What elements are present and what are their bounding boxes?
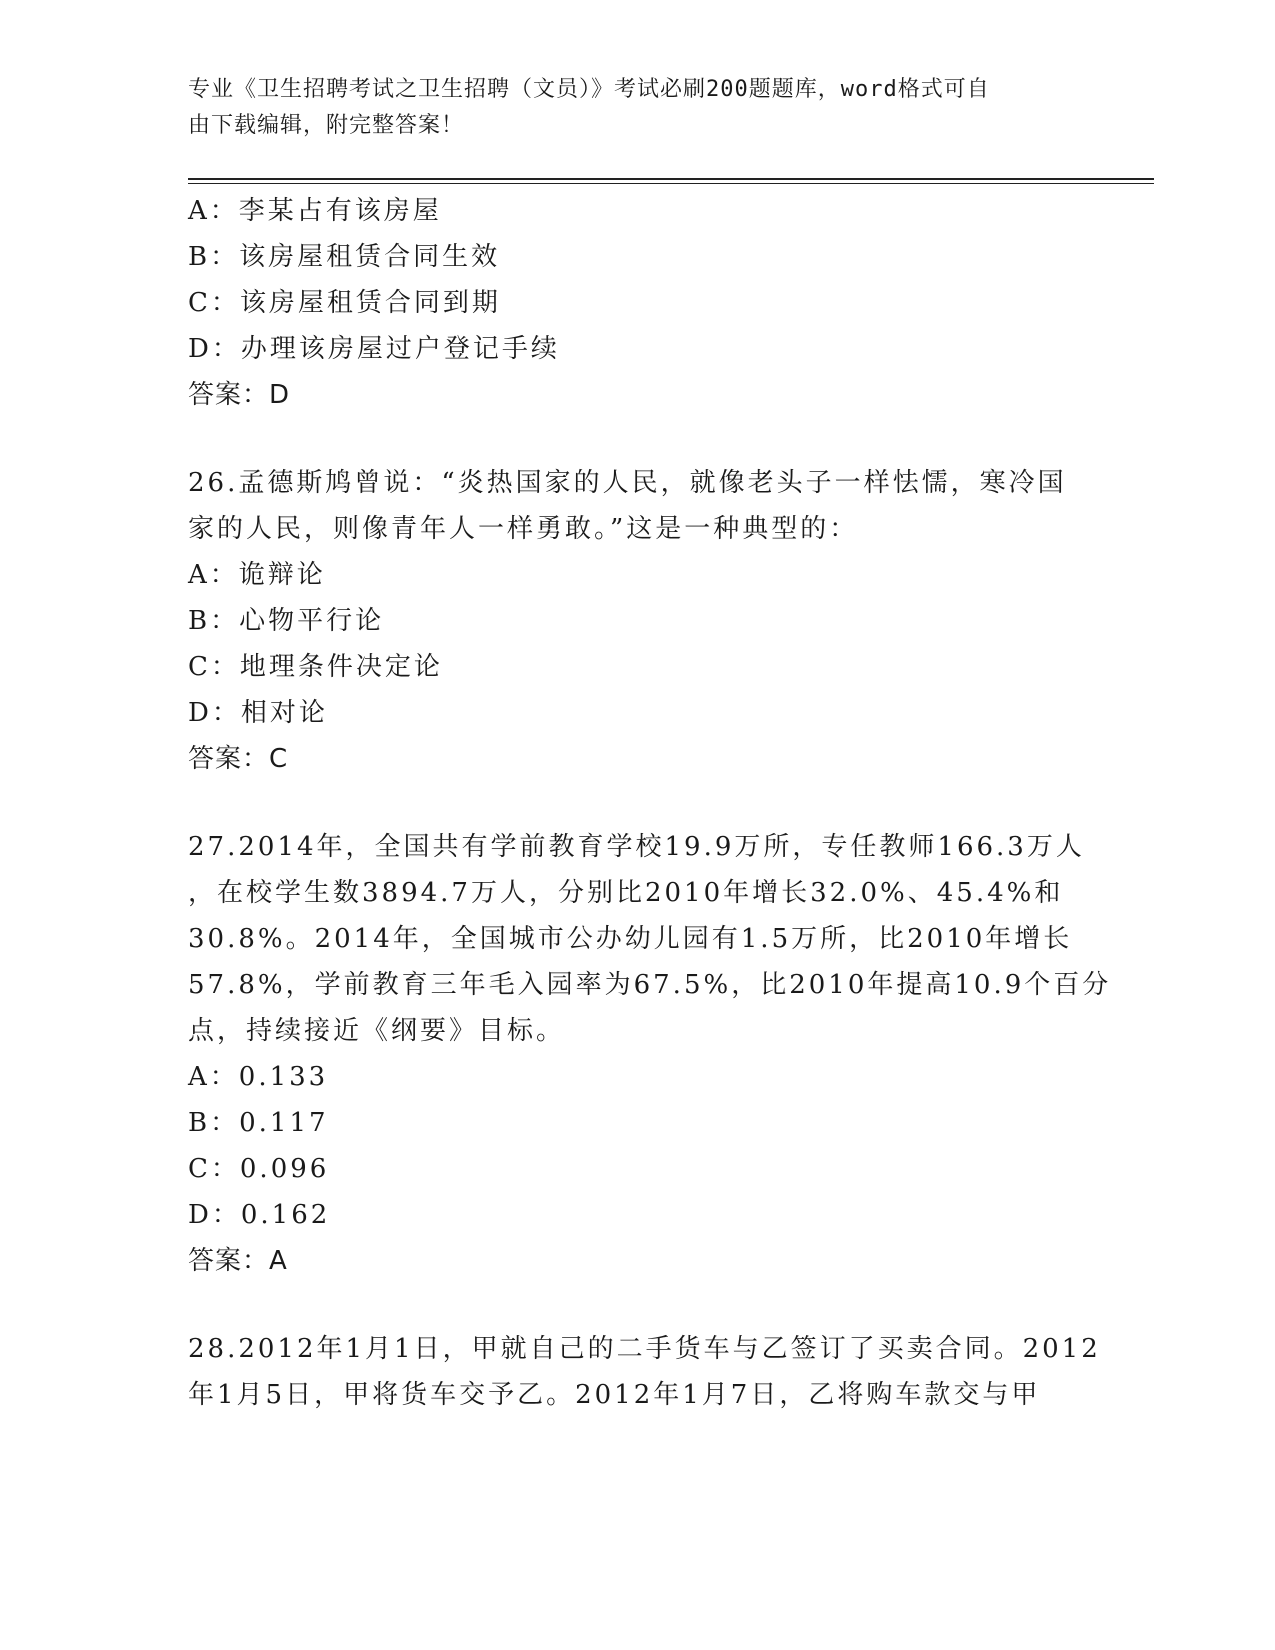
- option-c: C：该房屋租赁合同到期: [188, 288, 501, 318]
- question-stem-line: 年1月5日，甲将货车交予乙。2012年1月7日，乙将购车款交与甲: [188, 1380, 1041, 1410]
- question-stem-line: ，在校学生数3894.7万人，分别比2010年增长32.0%、45.4%和: [188, 878, 1064, 908]
- header-rule-thick: [188, 178, 1154, 180]
- document-header: [188, 72, 1068, 144]
- option-b: B：0.117: [188, 1108, 329, 1138]
- option-c: C：0.096: [188, 1154, 330, 1184]
- header-line-2: 由下载编辑，附完整答案！: [188, 113, 465, 138]
- header-line-1: 专业《卫生招聘考试之卫生招聘（文员）》考试必刷200题题库，word格式可自: [188, 77, 990, 102]
- option-b: B：该房屋租赁合同生效: [188, 242, 501, 272]
- spacer: [188, 418, 1088, 460]
- answer-line: 答案：D: [188, 380, 291, 410]
- spacer: [188, 1284, 1088, 1326]
- option-a: A：李某占有该房屋: [188, 196, 442, 226]
- option-b: B：心物平行论: [188, 606, 385, 636]
- question-27: [188, 824, 1112, 1284]
- option-d: D：相对论: [188, 698, 328, 728]
- question-stem-line: 家的人民，则像青年人一样勇敢。”这是一种典型的：: [188, 514, 859, 544]
- question-stem-line: 57.8%，学前教育三年毛入园率为67.5%，比2010年提高10.9个百分: [188, 970, 1112, 1000]
- question-25: [188, 188, 1088, 418]
- question-stem-line: 点，持续接近《纲要》目标。: [188, 1016, 566, 1046]
- question-28: [188, 1326, 1101, 1418]
- question-stem-line: 30.8%。2014年，全国城市公办幼儿园有1.5万所，比2010年增长: [188, 924, 1073, 954]
- option-a: A：0.133: [188, 1062, 329, 1092]
- question-stem-line: 28.2012年1月1日，甲就自己的二手货车与乙签订了买卖合同。2012: [188, 1334, 1101, 1364]
- question-stem-line: 27.2014年，全国共有学前教育学校19.9万所，专任教师166.3万人: [188, 832, 1085, 862]
- answer-line: 答案：C: [188, 744, 289, 774]
- option-d: D：办理该房屋过户登记手续: [188, 334, 560, 364]
- question-stem-line: 26.孟德斯鸠曾说：“炎热国家的人民，就像老头子一样怯懦，寒冷国: [188, 468, 1067, 498]
- question-26: [188, 460, 1088, 782]
- spacer: [188, 782, 1088, 824]
- question-content: [188, 188, 1112, 1418]
- answer-line: 答案：A: [188, 1246, 288, 1276]
- option-c: C：地理条件决定论: [188, 652, 443, 682]
- header-rule-thin: [188, 183, 1154, 184]
- option-a: A：诡辩论: [188, 560, 326, 590]
- option-d: D：0.162: [188, 1200, 331, 1230]
